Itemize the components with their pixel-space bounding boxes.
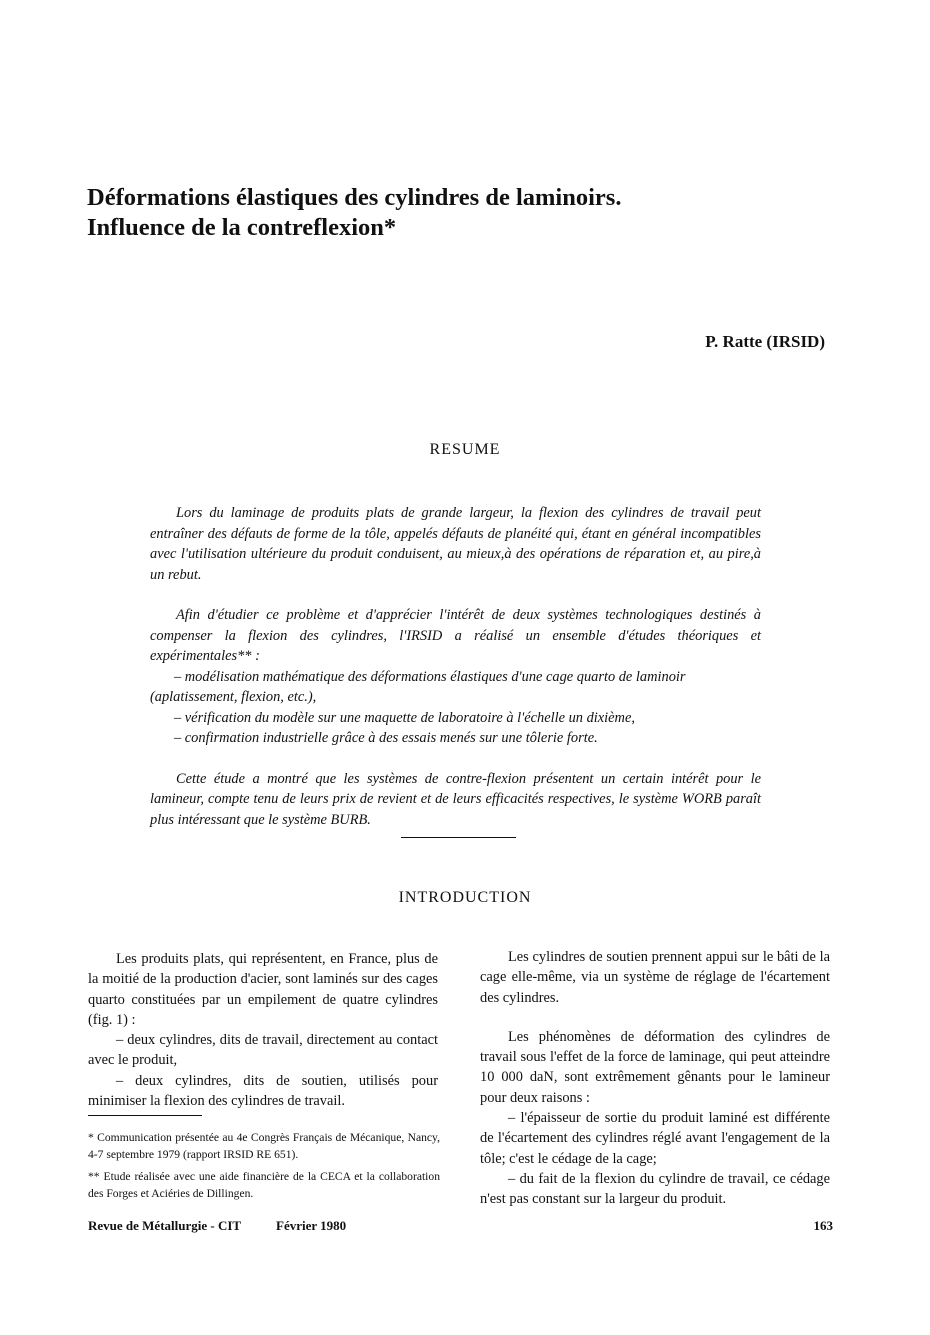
- introduction-heading: INTRODUCTION: [398, 889, 532, 906]
- intro-right-paragraph-2: Les phénomènes de déformation des cylindres de travail sous l'effet de la force de laminage, qui peut atteindre 10 000 daN, sont extrêmement gênants pour le lamineur pour deux raisons :: [480, 1028, 830, 1106]
- footnote-1: * Communication présentée au 4e Congrès Français de Mécanique, Nancy, 4-7 septembre 1979 (rapport IRSID RE 651).: [88, 1131, 440, 1161]
- intro-left-paragraph-2: – deux cylindres, dits de travail, directement au contact avec le produit,: [88, 1032, 438, 1069]
- abstract-list-item: – modélisation mathématique des déformations élastiques d'une cage quarto de laminoir (aplatissement, flexion, etc.),: [150, 668, 686, 705]
- page-number: 163: [813, 1218, 833, 1233]
- abstract-paragraph-1: Lors du laminage de produits plats de grande largeur, la flexion des cylindres de travail peut entraîner des défauts de forme de la tôle, appelés défauts de planéité qui, étant en général incompatibles avec l'utilisation ultérieure du produit conduisent, au mieux,à des opérations de réparation et, au pire,à un rebut.: [150, 505, 761, 583]
- intro-left-paragraph-1: Les produits plats, qui représentent, en France, plus de la moitié de la production d'acier, sont laminés sur des cages quarto constituées par un empilement de quatre cylindres (fig. 1) :: [88, 951, 438, 1028]
- author: P. Ratte (IRSID): [705, 332, 825, 351]
- intro-right-paragraph-4: – du fait de la flexion du cylindre de travail, ce cédage n'est pas constant sur la largeur du produit.: [480, 1170, 830, 1208]
- footnote-2: ** Etude réalisée avec une aide financière de la CECA et la collaboration des Forges et Aciéries de Dillingen.: [88, 1170, 440, 1200]
- intro-right-paragraph-1: Les cylindres de soutien prennent appui sur le bâti de la cage elle-même, via un système de réglage de l'écartement des cylindres.: [480, 949, 830, 1006]
- intro-left-paragraph-3: – deux cylindres, dits de soutien, utilisés pour minimiser la flexion des cylindres de travail.: [88, 1072, 438, 1110]
- right-column: [480, 947, 830, 1210]
- title-line-2: Influence de la contreflexion*: [87, 214, 397, 241]
- journal-name: Revue de Métallurgie - CIT: [88, 1218, 242, 1233]
- intro-right-paragraph-3: – l'épaisseur de sortie du produit laminé est différente de l'écartement des cylindres réglé avant l'engagement de la tôle; c'est le cédage de la cage;: [480, 1110, 830, 1167]
- abstract-paragraph-3: Cette étude a montré que les systèmes de contre-flexion présentent un certain intérêt pour le lamineur, compte tenu de leurs prix de revient et de leurs efficacités respectives, le système WORB paraît plus intéressant que le système BURB.: [150, 770, 761, 828]
- title-line-1: Déformations élastiques des cylindres de laminoirs.: [87, 184, 622, 211]
- abstract: [150, 503, 761, 850]
- abstract-block-2: [150, 605, 761, 749]
- abstract-heading: RESUME: [429, 441, 501, 458]
- abstract-paragraph-2: Afin d'étudier ce problème et d'apprécier l'intérêt de deux systèmes technologiques destinés à compenser la flexion des cylindres, l'IRSID a réalisé un ensemble d'études théoriques et expérimentales** :: [150, 607, 761, 664]
- footnotes: [88, 1130, 440, 1208]
- abstract-list-item: – confirmation industrielle grâce à des essais menés sur une tôlerie forte.: [174, 730, 598, 746]
- section-divider: [401, 837, 516, 838]
- abstract-list-item: – vérification du modèle sur une maquette de laboratoire à l'échelle un dixième,: [174, 709, 635, 726]
- footnote-rule: [88, 1115, 202, 1116]
- left-column: [88, 949, 438, 1111]
- article-title: [87, 183, 847, 243]
- issue-date: Février 1980: [276, 1218, 347, 1233]
